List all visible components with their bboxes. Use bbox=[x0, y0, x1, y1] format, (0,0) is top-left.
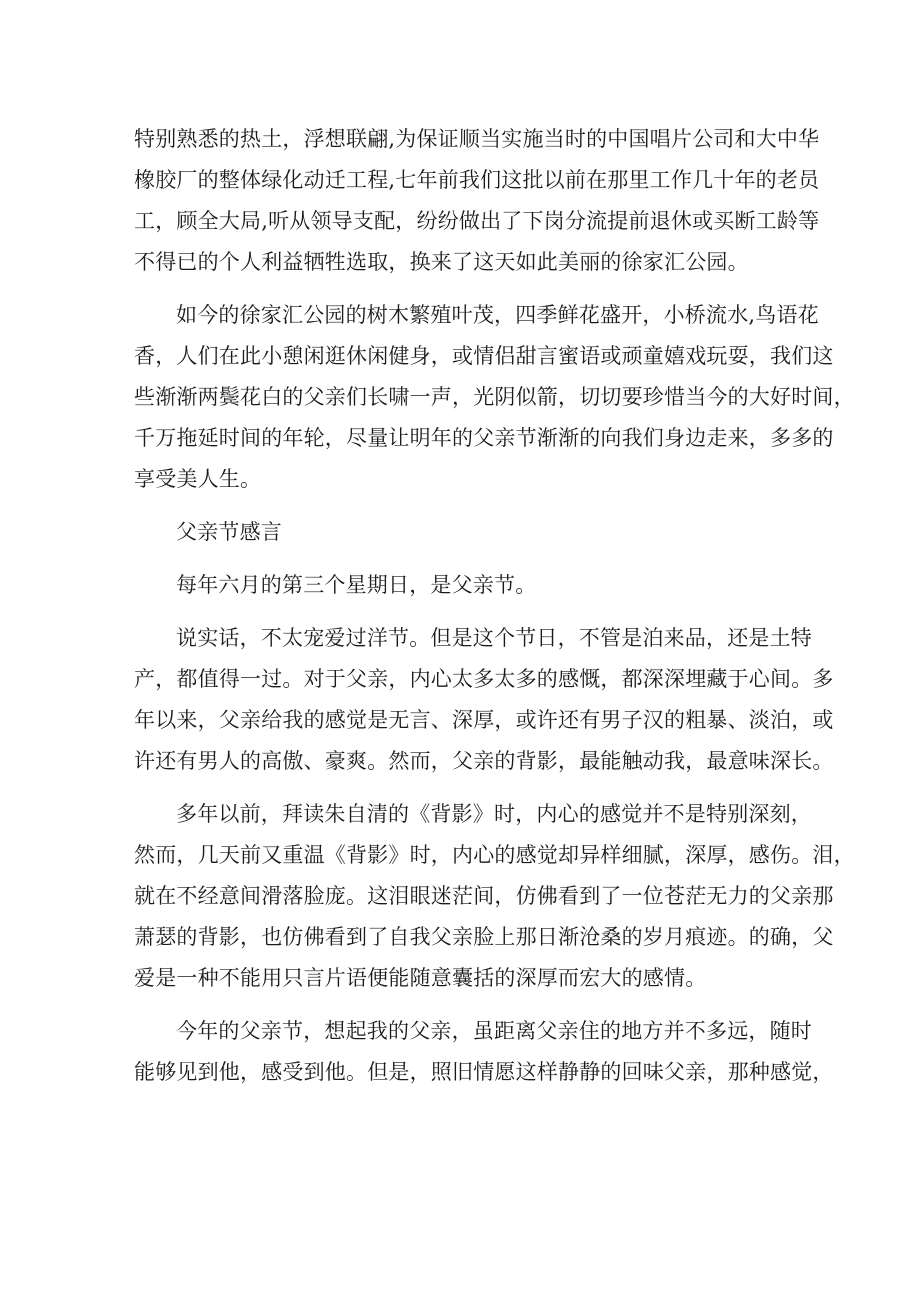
text-line: 千万拖延时间的年轮，尽量让明年的父亲节渐渐的向我们身边走来，多多的 bbox=[134, 426, 834, 450]
text-line: 今年的父亲节，想起我的父亲，虽距离父亲住的地方并不多远，随时 bbox=[176, 1019, 812, 1043]
text-line: 享受美人生。 bbox=[134, 467, 262, 491]
paragraph-2 bbox=[134, 295, 855, 500]
paragraph-5 bbox=[134, 794, 855, 999]
text-line: 特别熟悉的热土，浮想联翩,为保证顺当实施当时的中国唱片公司和大中华 bbox=[134, 127, 820, 151]
text-line: 就在不经意间滑落脸庞。这泪眼迷茫间，仿佛看到了一位苍茫无力的父亲那 bbox=[134, 884, 834, 908]
text-line: 些渐渐两鬓花白的父亲们长啸一声，光阴似箭，切切要珍惜当今的大好时间， bbox=[134, 385, 855, 409]
document-body bbox=[134, 119, 855, 1105]
text-line: 不得已的个人利益牺牲选取，换来了这天如此美丽的徐家汇公园。 bbox=[134, 250, 749, 274]
text-line: 许还有男人的高傲、豪爽。然而，父亲的背影，最能触动我，最意味深长。 bbox=[134, 749, 834, 773]
text-line: 说实话，不太宠爱过洋节。但是这个节日，不管是泊来品，还是土特 bbox=[176, 626, 812, 650]
text-line: 年以来，父亲给我的感觉是无言、深厚，或许还有男子汉的粗暴、淡泊，或 bbox=[134, 708, 834, 732]
text-line: 能够见到他，感受到他。但是，照旧情愿这样静静的回味父亲，那种感觉， bbox=[134, 1060, 834, 1084]
text-line: 香，人们在此小憩闲逛休闲健身，或情侣甜言蜜语或顽童嬉戏玩耍，我们这 bbox=[134, 344, 834, 368]
text-line: 然而，几天前又重温《背影》时，内心的感觉却异样细腻，深厚，感伤。泪， bbox=[134, 843, 855, 867]
text-line: 爱是一种不能用只言片语便能随意囊括的深厚而宏大的感情。 bbox=[134, 966, 707, 990]
text-line: 萧瑟的背影，也仿佛看到了自我父亲脸上那日渐沧桑的岁月痕迹。的确，父 bbox=[134, 925, 834, 949]
heading-text: 父亲节感言 bbox=[176, 520, 282, 544]
paragraph-4 bbox=[134, 618, 834, 782]
text-line: 每年六月的第三个星期日，是父亲节。 bbox=[176, 573, 537, 597]
text-line: 橡胶厂的整体绿化动迁工程,七年前我们这批以前在那里工作几十年的老员 bbox=[134, 168, 820, 192]
paragraph-6 bbox=[134, 1011, 834, 1093]
section-heading bbox=[134, 512, 790, 553]
paragraph-1 bbox=[134, 119, 820, 283]
text-line: 如今的徐家汇公园的树木繁殖叶茂，四季鲜花盛开，小桥流水,鸟语花 bbox=[176, 303, 819, 327]
text-line: 多年以前，拜读朱自清的《背影》时，内心的感觉并不是特别深刻， bbox=[176, 802, 812, 826]
paragraph-3 bbox=[134, 565, 790, 606]
text-line: 工，顾全大局,听从领导支配，纷纷做出了下岗分流提前退休或买断工龄等 bbox=[134, 209, 820, 233]
text-line: 产，都值得一过。对于父亲，内心太多太多的感慨，都深深埋藏于心间。多 bbox=[134, 667, 834, 691]
